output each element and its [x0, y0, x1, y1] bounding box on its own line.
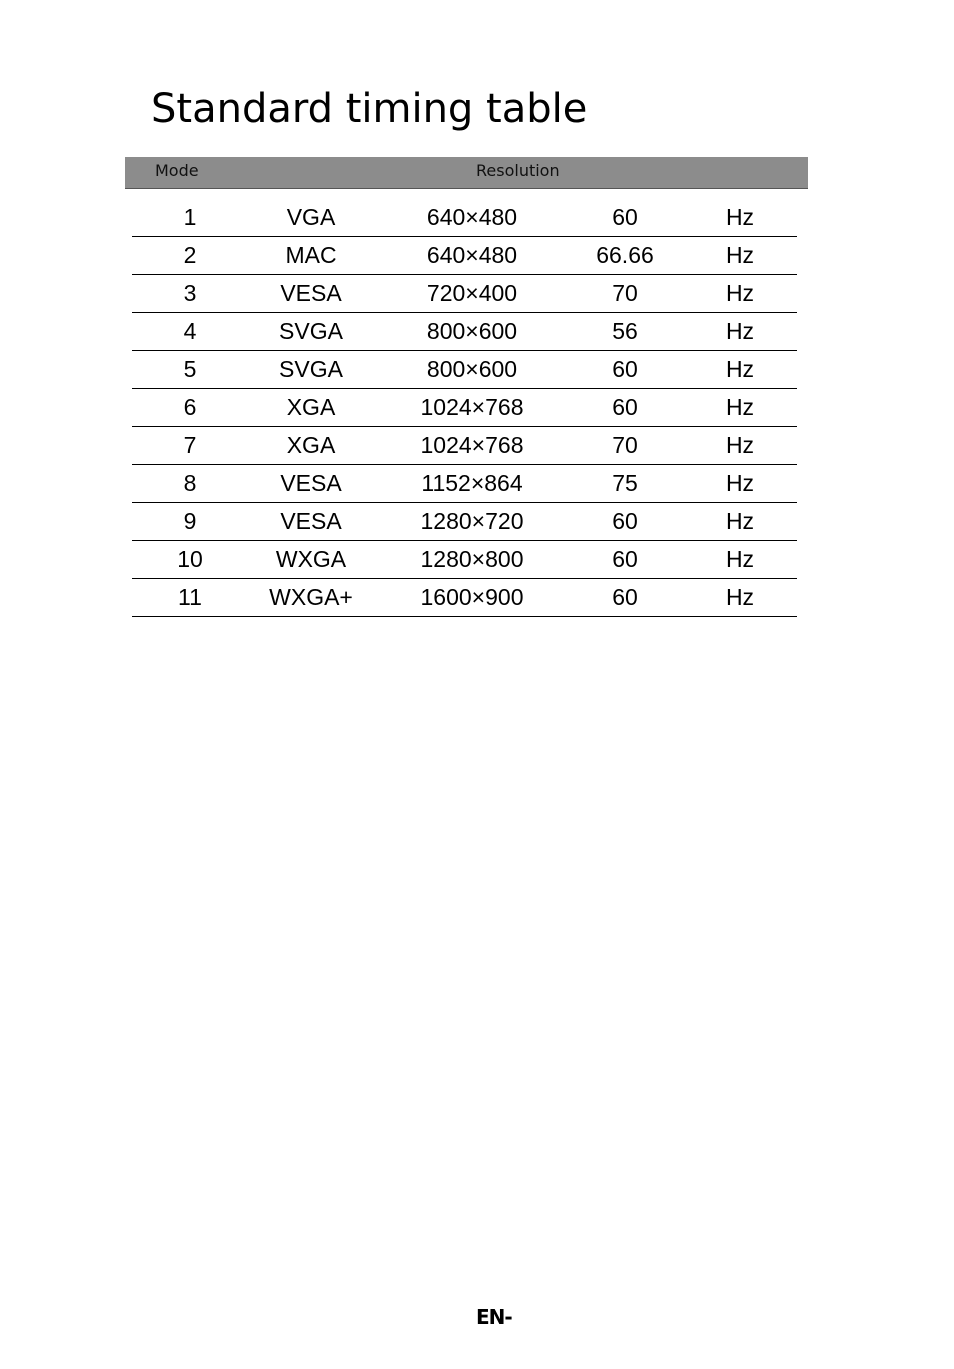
- mode-number-cell: 7: [183, 432, 197, 458]
- mode-number-cell: 11: [178, 584, 202, 610]
- mode-number-cell: 5: [183, 356, 197, 382]
- header-resolution-label: Resolution: [476, 161, 560, 180]
- refresh-rate-cell: 56: [612, 318, 638, 344]
- unit-cell: Hz: [725, 508, 755, 534]
- refresh-rate-cell: 60: [612, 356, 638, 382]
- table-row: [132, 465, 797, 503]
- resolution-cell: 640×480: [426, 204, 518, 230]
- mode-name-cell: XGA: [286, 394, 336, 420]
- table-row: [132, 199, 797, 237]
- mode-number-cell: 1: [183, 204, 197, 230]
- refresh-rate-cell: 75: [612, 470, 638, 496]
- refresh-rate-cell: 60: [612, 546, 638, 572]
- refresh-rate-cell: 66.66: [596, 242, 654, 268]
- mode-number-cell: 9: [183, 508, 197, 534]
- unit-cell: Hz: [725, 280, 755, 306]
- refresh-rate-cell: 60: [612, 584, 638, 610]
- page-number-label: EN-: [476, 1305, 512, 1329]
- table-row: [132, 541, 797, 579]
- resolution-cell: 1024×768: [420, 394, 524, 420]
- resolution-cell: 800×600: [426, 356, 518, 382]
- table-row: [132, 503, 797, 541]
- header-mode-label: Mode: [155, 161, 199, 180]
- timing-table-body: [132, 199, 797, 617]
- refresh-rate-cell: 60: [612, 394, 638, 420]
- page-title: Standard timing table: [151, 86, 588, 132]
- unit-cell: Hz: [725, 432, 755, 458]
- table-row: [132, 275, 797, 313]
- mode-name-cell: VESA: [280, 280, 342, 306]
- refresh-rate-cell: 60: [612, 204, 638, 230]
- table-row: [132, 389, 797, 427]
- unit-cell: Hz: [725, 318, 755, 344]
- table-row: [132, 313, 797, 351]
- unit-cell: Hz: [725, 356, 755, 382]
- resolution-cell: 1280×720: [420, 508, 524, 534]
- refresh-rate-cell: 60: [612, 508, 638, 534]
- table-row: [132, 427, 797, 465]
- mode-number-cell: 2: [183, 242, 197, 268]
- mode-name-cell: SVGA: [279, 356, 343, 382]
- resolution-cell: 720×400: [426, 280, 518, 306]
- unit-cell: Hz: [725, 242, 755, 268]
- resolution-cell: 640×480: [426, 242, 518, 268]
- mode-name-cell: XGA: [286, 432, 336, 458]
- mode-name-cell: WXGA+: [269, 584, 353, 610]
- resolution-cell: 1280×800: [420, 546, 524, 572]
- mode-name-cell: MAC: [285, 242, 337, 268]
- resolution-cell: 1024×768: [420, 432, 524, 458]
- mode-name-cell: VGA: [286, 204, 336, 230]
- table-row: [132, 579, 797, 617]
- unit-cell: Hz: [725, 584, 755, 610]
- mode-number-cell: 3: [183, 280, 197, 306]
- unit-cell: Hz: [725, 470, 755, 496]
- refresh-rate-cell: 70: [612, 432, 638, 458]
- resolution-cell: 800×600: [426, 318, 518, 344]
- unit-cell: Hz: [725, 546, 755, 572]
- refresh-rate-cell: 70: [612, 280, 638, 306]
- mode-name-cell: WXGA: [275, 546, 347, 572]
- unit-cell: Hz: [725, 394, 755, 420]
- mode-name-cell: VESA: [280, 508, 342, 534]
- table-header: [125, 157, 808, 189]
- mode-name-cell: SVGA: [279, 318, 343, 344]
- mode-name-cell: VESA: [280, 470, 342, 496]
- mode-number-cell: 8: [183, 470, 197, 496]
- resolution-cell: 1600×900: [420, 584, 524, 610]
- unit-cell: Hz: [725, 204, 755, 230]
- mode-number-cell: 10: [177, 546, 203, 572]
- resolution-cell: 1152×864: [421, 470, 523, 496]
- mode-number-cell: 6: [183, 394, 197, 420]
- table-row: [132, 351, 797, 389]
- table-row: [132, 237, 797, 275]
- mode-number-cell: 4: [183, 318, 197, 344]
